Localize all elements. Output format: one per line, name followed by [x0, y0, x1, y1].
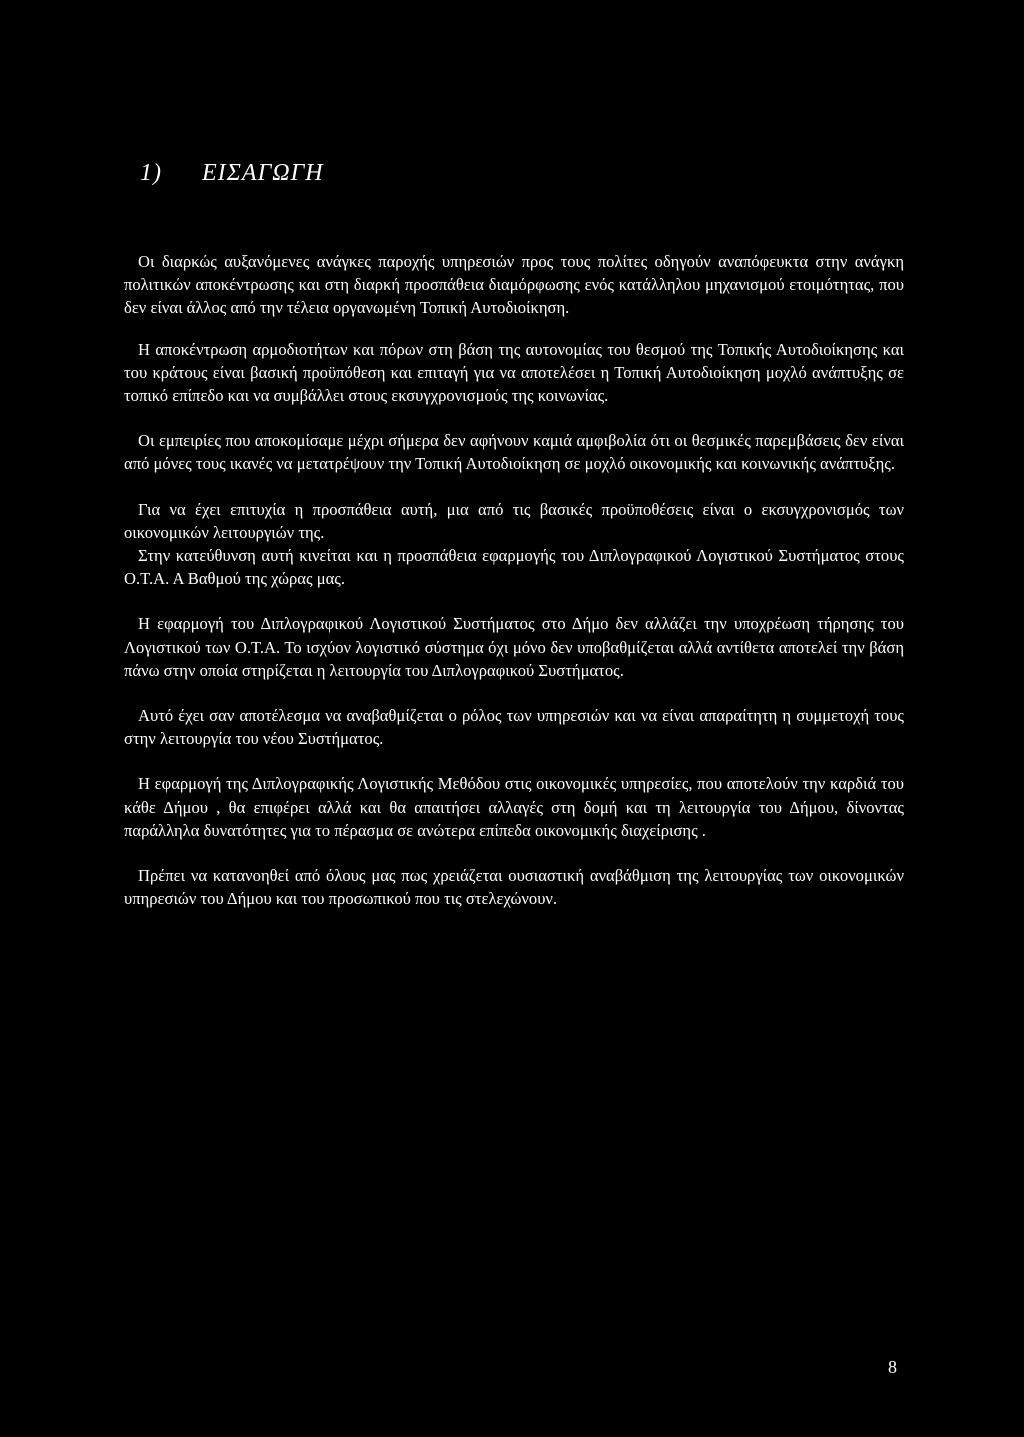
section-title: ΕΙΣΑΓΩΓΗ: [202, 160, 324, 186]
paragraph-1: Οι διαρκώς αυξανόμενες ανάγκες παροχής υπηρεσιών προς τους πολίτες οδηγούν αναπόφευκτα στην ανάγκη πολιτικών αποκέντρωσης και στη διαρκή προσπάθεια διαμόρφωσης ενός κατάλληλου μηχανισμού ετοιμότητας, που δεν είναι άλλος από την τέλεια οργανωμένη Τοπική Αυτοδιοίκηση.: [124, 252, 904, 318]
paragraph-8: Η εφαρμογή της Διπλογραφικής Λογιστικής Μεθόδου στις οικονομικές υπηρεσίες, που αποτελούν την καρδιά του κάθε Δήμου , θα επιφέρει αλλά και θα απαιτήσει αλλαγές στη δομή και τη λειτουργία του Δήμου, δίνοντας παράλληλα δυνατότητες για το πέρασμα σε ανώτερα επίπεδα οικονομικής διαχείρισης .: [124, 774, 904, 840]
paragraph-9: Πρέπει να κατανοηθεί από όλους μας πως χρειάζεται ουσιαστική αναβάθμιση της λειτουργίας των οικονομικών υπηρεσιών του Δήμου και του προσωπικού που τις στελεχώνουν.: [124, 866, 904, 909]
body-text: [124, 250, 904, 910]
paragraph-6: Η εφαρμογή του Διπλογραφικού Λογιστικού Συστήματος στο Δήμο δεν αλλάζει την υποχρέωση τήρησης του Λογιστικού των Ο.Τ.Α. Το ισχύον λογιστικό σύστημα όχι μόνο δεν υποβαθμίζεται αλλά αντίθετα αποτελεί την βάση πάνω στην οποία στηρίζεται η λειτουργία του Διπλογραφικού Συστήματος.: [124, 614, 904, 680]
paragraph-2: Η αποκέντρωση αρμοδιοτήτων και πόρων στη βάση της αυτονομίας του θεσμού της Τοπικής Αυτοδιοίκησης και του κράτους είναι βασική προϋπόθεση και επιταγή για να αποτελέσει η Τοπική Αυτοδιοίκηση μοχλό ανάπτυξης σε τοπικό επίπεδο και να συμβάλλει στους εκσυγχρονισμούς της κοινωνίας.: [124, 339, 904, 406]
paragraph-3: Οι εμπειρίες που αποκομίσαμε μέχρι σήμερα δεν αφήνουν καμιά αμφιβολία ότι οι θεσμικές παρεμβάσεις δεν είναι από μόνες τους ικανές να μετατρέψουν την Τοπική Αυτοδιοίκηση σε μοχλό οικονομικής και κοινωνικής ανάπτυξης.: [124, 431, 904, 474]
section-heading: [140, 160, 324, 187]
paragraph-7: Αυτό έχει σαν αποτέλεσμα να αναβαθμίζεται ο ρόλος των υπηρεσιών και να είναι απαραίτητη η συμμετοχή τους στην λειτουργία του νέου Συστήματος.: [124, 706, 904, 749]
paragraph-4: Για να έχει επιτυχία η προσπάθεια αυτή, μια από τις βασικές προϋποθέσεις είναι ο εκσυγχρονισμός των οικονομικών λειτουργιών της.: [124, 499, 904, 542]
section-number: 1): [140, 160, 162, 186]
paragraph-5: Στην κατεύθυνση αυτή κινείται και η προσπάθεια εφαρμογής του Διπλογραφικού Λογιστικού Συστήματος στους Ο.Τ.Α. Α Βαθμού της χώρας μας.: [124, 546, 904, 589]
page-number: 8: [888, 1357, 897, 1377]
